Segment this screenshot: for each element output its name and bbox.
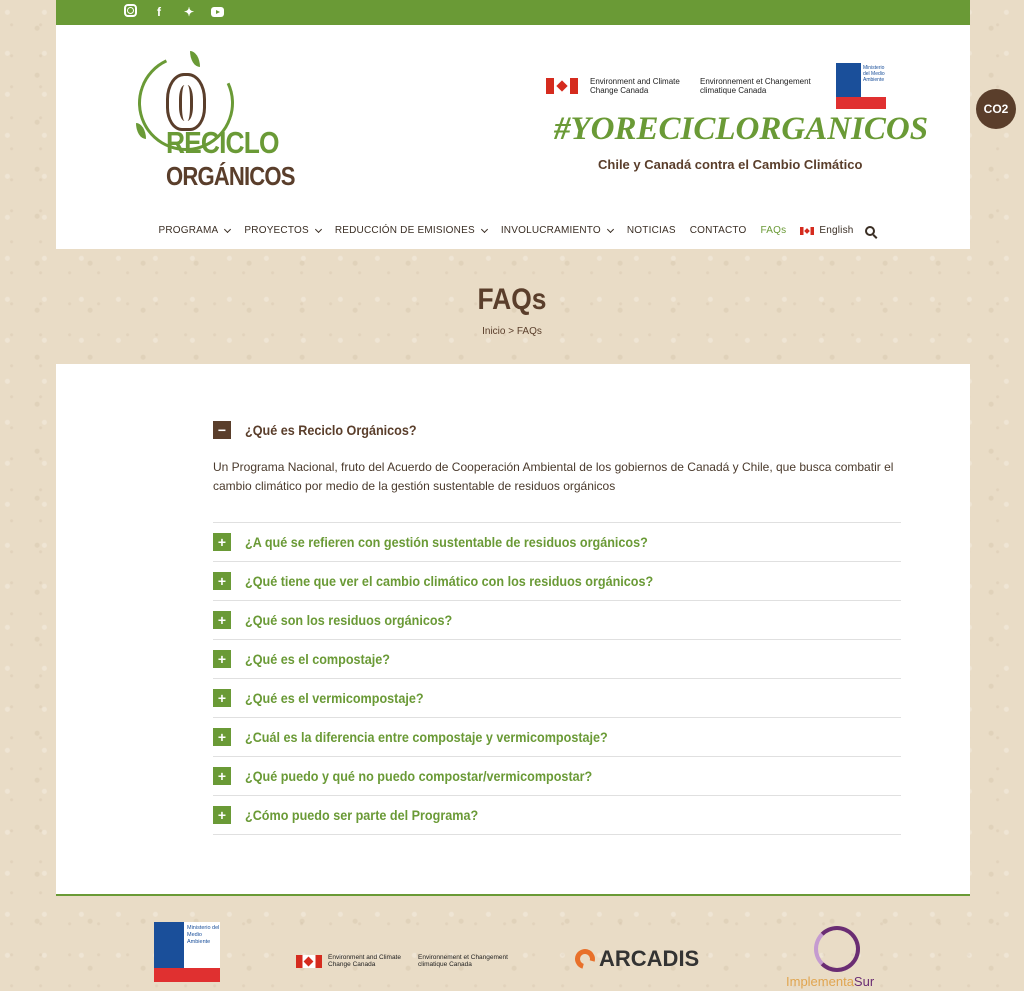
faq-list bbox=[213, 410, 901, 835]
faq-item-open[interactable] bbox=[213, 410, 901, 450]
mma-text: Ministerio del Medio Ambiente bbox=[863, 65, 885, 83]
implementa-ring-icon bbox=[814, 926, 860, 972]
mma-text: Ministerio del Medio Ambiente bbox=[187, 925, 220, 945]
instagram-icon[interactable] bbox=[124, 4, 137, 17]
chevron-down-icon bbox=[224, 225, 231, 232]
expand-icon[interactable]: + bbox=[213, 689, 231, 707]
nav-contacto[interactable]: CONTACTO bbox=[689, 225, 747, 236]
nav-programa[interactable] bbox=[151, 225, 237, 236]
faq-question[interactable]: ¿Qué puedo y qué no puedo compostar/vermicompostar? bbox=[245, 768, 593, 784]
page-title: FAQs bbox=[477, 283, 547, 316]
breadcrumb[interactable]: Inicio > FAQs bbox=[482, 326, 542, 337]
eccc-english: Environment and Climate Change Canada bbox=[590, 77, 680, 95]
arcadis-text: ARCADIS bbox=[599, 946, 700, 971]
faq-item[interactable] bbox=[213, 562, 901, 601]
expand-icon[interactable]: + bbox=[213, 650, 231, 668]
nav-noticias[interactable]: NOTICIAS bbox=[626, 225, 676, 236]
faq-question[interactable]: ¿Qué es el vermicompostaje? bbox=[245, 690, 424, 706]
mma-blue-block bbox=[836, 63, 861, 97]
social-links bbox=[124, 4, 224, 20]
faq-question[interactable]: ¿Cuál es la diferencia entre compostaje y vermicompostaje? bbox=[245, 729, 608, 745]
chevron-down-icon bbox=[315, 225, 322, 232]
nav-reduccion-emisiones[interactable] bbox=[328, 225, 494, 236]
apple-core-inner bbox=[179, 85, 193, 121]
eccc-english: Environment and Climate Change Canada bbox=[328, 954, 401, 968]
facebook-icon[interactable]: f bbox=[157, 5, 161, 19]
chevron-down-icon bbox=[481, 225, 488, 232]
faq-item[interactable] bbox=[213, 601, 901, 640]
mma-red-block bbox=[154, 968, 220, 982]
mma-blue-block bbox=[154, 922, 184, 968]
implementa-text-a: Implementa bbox=[786, 974, 854, 989]
chevron-down-icon bbox=[607, 225, 614, 232]
faq-question[interactable]: ¿Cómo puedo ser parte del Programa? bbox=[245, 807, 479, 823]
arcadis-icon bbox=[571, 945, 598, 972]
campaign-hashtag: #YORECICLORGANICOS bbox=[554, 111, 929, 147]
faq-item[interactable] bbox=[213, 718, 901, 757]
faq-answer: Un Programa Nacional, fruto del Acuerdo de Cooperación Ambiental de los gobiernos de Canadá y Chile, que busca combatir el cambio climático por medio de la gestión sustentable de residuos orgánicos bbox=[213, 458, 901, 523]
faq-item[interactable] bbox=[213, 640, 901, 679]
faq-question[interactable]: ¿Qué es el compostaje? bbox=[245, 651, 390, 667]
collapse-icon[interactable]: − bbox=[213, 421, 231, 439]
youtube-icon[interactable] bbox=[211, 7, 224, 17]
faq-question[interactable]: ¿A qué se refieren con gestión sustentable de residuos orgánicos? bbox=[245, 534, 648, 550]
nav-label: REDUCCIÓN DE EMISIONES bbox=[334, 225, 475, 236]
implementa-text-b: Sur bbox=[853, 974, 875, 989]
faq-section bbox=[56, 364, 970, 894]
site-header bbox=[56, 25, 970, 249]
nav-faqs[interactable]: FAQs bbox=[760, 225, 787, 236]
implementa-text bbox=[786, 974, 874, 989]
site-logo[interactable] bbox=[136, 53, 295, 193]
twitter-icon[interactable]: ✦ bbox=[183, 5, 195, 19]
nav-label: PROGRAMA bbox=[158, 225, 219, 236]
faq-item[interactable] bbox=[213, 796, 901, 835]
main-nav bbox=[56, 225, 970, 236]
search-icon[interactable] bbox=[865, 226, 875, 236]
top-bar bbox=[56, 0, 970, 25]
expand-icon[interactable]: + bbox=[213, 533, 231, 551]
nav-english[interactable] bbox=[793, 225, 860, 236]
eccc-logo bbox=[296, 954, 528, 968]
faq-question[interactable]: ¿Qué es Reciclo Orgánicos? bbox=[245, 422, 417, 438]
nav-label: English bbox=[819, 225, 854, 236]
faq-item[interactable] bbox=[213, 679, 901, 718]
campaign-tagline: Chile y Canadá contra el Cambio Climático bbox=[598, 157, 863, 172]
arcadis-logo bbox=[575, 946, 699, 972]
expand-icon[interactable]: + bbox=[213, 611, 231, 629]
expand-icon[interactable]: + bbox=[213, 728, 231, 746]
expand-icon[interactable]: + bbox=[213, 767, 231, 785]
canada-flag-icon bbox=[296, 955, 322, 968]
logo-text-organicos: ORGÁNICOS bbox=[166, 161, 295, 191]
expand-icon[interactable]: + bbox=[213, 572, 231, 590]
nav-label: INVOLUCRAMIENTO bbox=[500, 225, 601, 236]
mma-logo bbox=[836, 63, 886, 109]
mma-logo bbox=[154, 922, 220, 982]
footer-partners bbox=[56, 894, 970, 991]
canada-flag-icon bbox=[800, 227, 814, 235]
nav-proyectos[interactable] bbox=[237, 225, 327, 236]
expand-icon[interactable]: + bbox=[213, 806, 231, 824]
partner-logos bbox=[546, 63, 886, 109]
logo-text-reciclo: RECICLO bbox=[166, 125, 279, 160]
faq-item[interactable] bbox=[213, 757, 901, 796]
eccc-french: Environnement et Changement climatique Canada bbox=[418, 954, 508, 968]
canada-flag-icon bbox=[546, 78, 578, 94]
mma-red-block bbox=[836, 97, 886, 109]
faq-question[interactable]: ¿Qué son los residuos orgánicos? bbox=[245, 612, 453, 628]
nav-label: PROYECTOS bbox=[244, 225, 309, 236]
eccc-french: Environnement et Changement climatique Canada bbox=[700, 77, 811, 95]
faq-item[interactable] bbox=[213, 523, 901, 562]
co2-badge[interactable]: CO2 bbox=[976, 89, 1016, 129]
nav-involucramiento[interactable] bbox=[494, 225, 620, 236]
implementa-sur-logo bbox=[786, 926, 886, 991]
faq-question[interactable]: ¿Qué tiene que ver el cambio climático con los residuos orgánicos? bbox=[245, 573, 654, 589]
